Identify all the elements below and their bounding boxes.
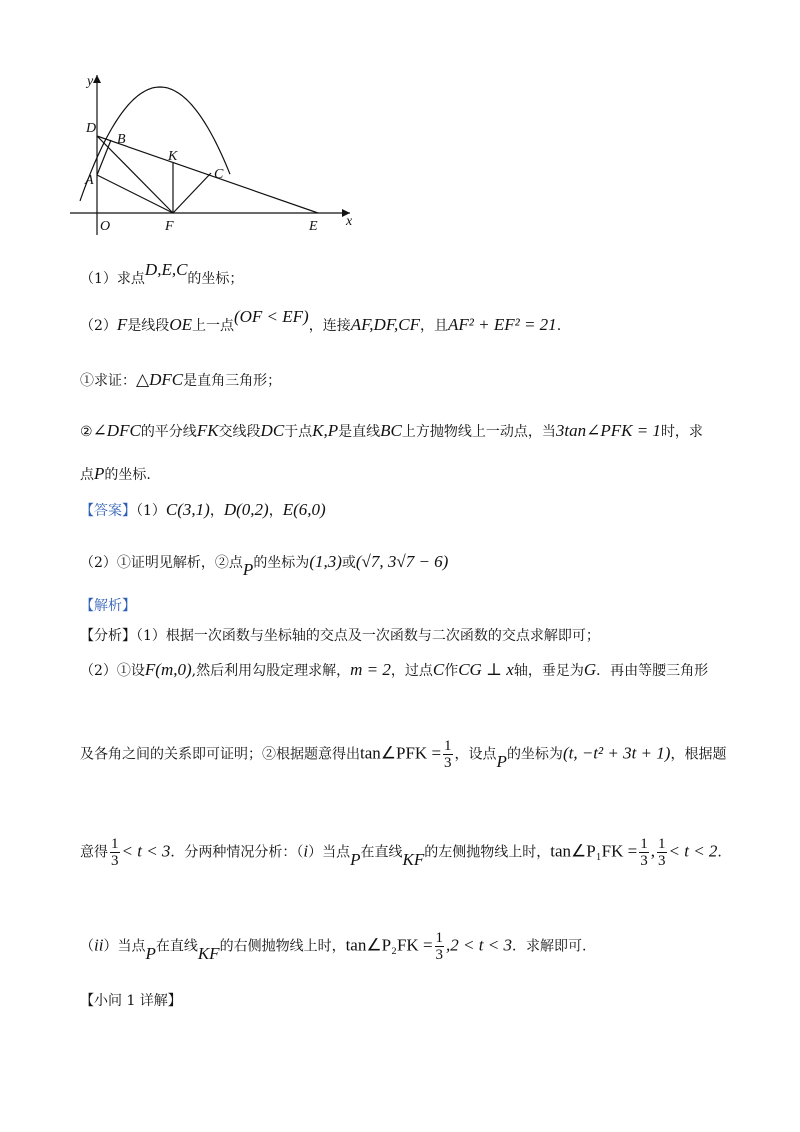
- label-x: x: [346, 214, 353, 229]
- analysis-line-3: 及各角之间的关系即可证明；②根据题意得出tan∠PFK = $\frac{1}{3}$ ，设点P的坐标为(t, −t² + 3t + 1)，根据题: [80, 738, 727, 771]
- analysis-line-5: （ii）当点P在直线KF的右侧抛物线上时，tan∠P₂FK = $\frac{1}{3}$ ,2 < t < 3．求解即可.: [80, 930, 587, 963]
- analysis-line-1: 【分析】（1）根据一次函数与坐标轴的交点及一次函数与二次函数的交点求解即可；: [80, 628, 600, 644]
- answer-line-2: （2）①证明见解析，②点P的坐标为(1,3)或(√7, 3√7 − 6): [80, 552, 449, 579]
- parabola: [80, 87, 230, 201]
- segment-AB: [97, 140, 111, 175]
- label-y: y: [87, 74, 94, 89]
- analysis-tag: 【解析】: [80, 598, 136, 614]
- label-D: D: [86, 121, 97, 136]
- label-A: A: [85, 173, 94, 188]
- line-DE: [97, 136, 318, 213]
- label-C: C: [214, 167, 224, 182]
- segment-AF: [97, 175, 173, 213]
- label-K: K: [168, 149, 178, 164]
- points-DEC: D,E,C: [144, 260, 188, 279]
- label-F: F: [165, 219, 174, 234]
- answer-tag: 【答案】: [80, 503, 136, 519]
- question-2-part-2: ②∠DFC的平分线FK交线段DC于点K,P是直线BC上方抛物线上一动点，当3tan∠PFK = 1时，求: [80, 421, 703, 440]
- label-B: B: [117, 132, 126, 147]
- analysis-line-4: 意得 $\frac{1}{3}$ < t < 3．分两种情况分析：（i）当点P在直线KF的左侧抛物线上时，tan∠P₁FK = $\frac{1}{3}$ , $\frac{1}{3}$ < t < 2.: [80, 836, 722, 869]
- label-O: O: [100, 219, 111, 234]
- detail-heading: 【小问 1 详解】: [80, 993, 182, 1009]
- question-1: （1）求点D,E,C的坐标；: [80, 260, 244, 287]
- y-axis-arrow: [93, 75, 101, 83]
- question-2-part-1: ①求证：△DFC是直角三角形；: [80, 370, 282, 389]
- answer-line-1: 【答案】（1）C(3,1)，D(0,2)，E(6,0): [80, 500, 326, 519]
- label-E: E: [309, 219, 318, 234]
- question-2: （2）F是线段OE上一点(OF < EF)，连接AF,DF,CF，且AF² + EF² = 21.: [80, 307, 562, 334]
- fraction-one-third: $\frac{1}{3}$: [444, 738, 452, 771]
- analysis-line-2: （2）①设F(m,0),然后利用勾股定理求解，m = 2，过点C作CG ⊥ x轴，垂足为G．再由等腰三角形: [80, 660, 709, 679]
- segment-CF: [173, 173, 211, 213]
- question-2-part-2-cont: 点P的坐标.: [80, 464, 151, 483]
